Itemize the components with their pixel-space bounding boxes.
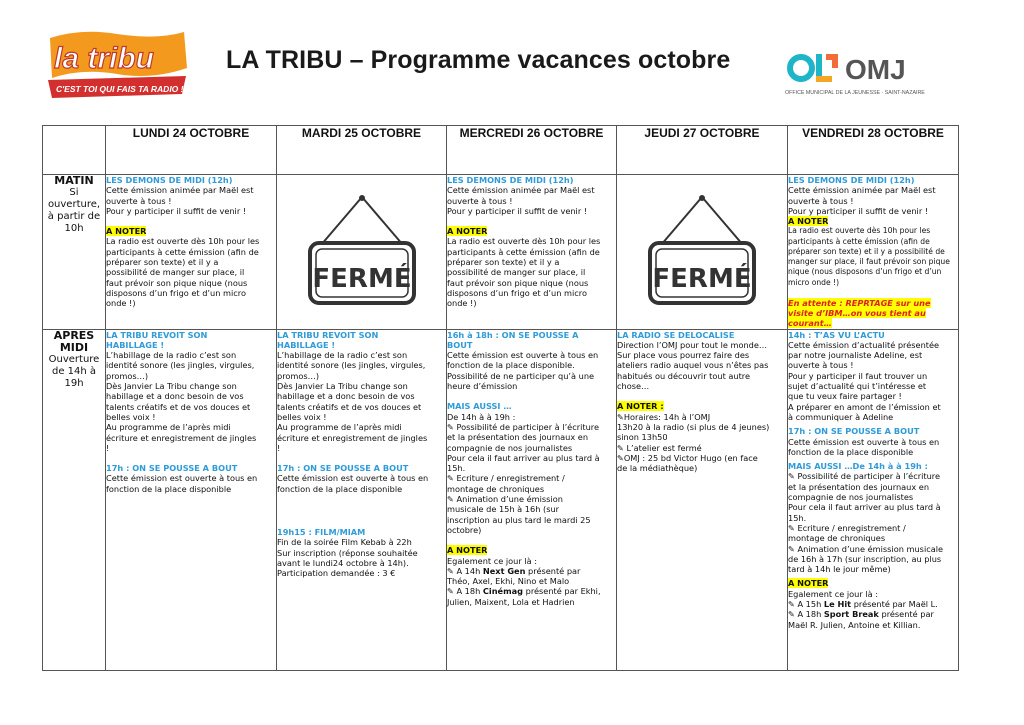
text-line: ! <box>106 442 110 453</box>
section-heading: LA TRIBU REVOIT SON <box>106 329 208 340</box>
text-line: que tu veux faire partager ! <box>788 391 902 402</box>
text-line: Sur place vous pourrez faire des <box>617 350 750 361</box>
note-label: A NOTER <box>788 216 829 227</box>
text-line: sinon 13h50 <box>617 432 668 443</box>
text-line: Fin de la soirée Film Kebab à 22h <box>277 537 412 548</box>
apres-mercredi-cell <box>447 329 617 670</box>
matin-row <box>43 175 959 330</box>
text-line: ✎OMJ : 25 bd Victor Hugo (en face <box>617 452 758 463</box>
apres-sub-line: de 14h à <box>51 365 97 377</box>
text-line: ouverte à tous ! <box>106 195 172 206</box>
matin-sub-line: Si <box>69 187 79 198</box>
apres-label-cell <box>43 329 106 670</box>
la-tribu-logo <box>42 28 192 100</box>
text-line: participants à cette émission (afin de <box>447 246 600 257</box>
page-title: LA TRIBU – Programme vacances octobre <box>226 46 731 74</box>
text-line: onde !) <box>106 298 136 309</box>
text-line: identité sonore (les jingles, virgules, <box>106 360 255 371</box>
text-line: préparer son texte) et il y a possibilité de <box>788 246 945 256</box>
text-line: préparer son texte) et il y a <box>106 257 219 268</box>
text-line: tard à 14h le jour même) <box>788 564 891 575</box>
text-line: possibilité de manger sur place, il <box>106 267 245 278</box>
omj-logo-subtitle: OFFICE MUNICIPAL DE LA JEUNESSE · SAINT-NAZAIRE <box>785 90 925 96</box>
text-line: ✎ Possibilité de participer à l’écriture <box>447 421 599 432</box>
attente-line: courant… <box>788 318 832 329</box>
text-line: Sur inscription (réponse souhaitée <box>277 547 418 558</box>
text-line: participants à cette émission (afin de <box>106 246 259 257</box>
note-label: A NOTER <box>788 578 829 589</box>
day-header-lundi: LUNDI 24 OCTOBRE <box>106 126 277 175</box>
matin-mercredi-heading: LES DEMONS DE MIDI (12h) <box>447 175 574 185</box>
apres-label: MIDI <box>59 340 89 354</box>
note-label: A NOTER <box>106 226 147 237</box>
text-line: onde !) <box>447 298 477 309</box>
matin-jeudi-cell <box>617 175 788 330</box>
text-line: talents créatifs et de vos douces et <box>277 401 422 412</box>
text-line: Cette émission animée par Maël est <box>788 185 936 196</box>
text-line: fonction de la place disponible. <box>447 360 575 371</box>
logo-tribu-slogan: C'EST TOI QUI FAIS TA RADIO ! <box>56 84 184 94</box>
matin-vendredi-heading: LES DEMONS DE MIDI (12h) <box>788 175 915 185</box>
text-line: habitués ou découvrir tout autre <box>617 370 751 381</box>
text-line: Julien, Maixent, Lola et Hadrien <box>447 596 575 607</box>
text-line: par notre journaliste Adeline, est <box>788 350 923 361</box>
text-line: ✎ Ecriture / enregistrement / <box>447 473 565 484</box>
text-line: Maël R. Julien, Antoine et Killian. <box>788 619 921 630</box>
text-line: chose… <box>617 381 650 392</box>
text-line: 15h. <box>788 512 807 523</box>
text-line: Pour y participer il faut trouver un <box>788 370 928 381</box>
text-line: ✎ A 15h Le Hit présenté par Maël L. <box>788 599 938 610</box>
text-line: faut prévoir son pique nique (nous <box>447 277 589 288</box>
text-line: Pour cela il faut arriver au plus tard à <box>788 502 941 513</box>
text-line: Pour y participer il suffit de venir ! <box>106 205 247 216</box>
text-line: L’habillage de la radio c’est son <box>106 350 237 361</box>
matin-sub-line: à partir de <box>47 211 101 222</box>
text-line: La radio est ouverte dès 10h pour les <box>106 236 260 247</box>
text-line: Dès Janvier La Tribu change son <box>277 381 408 392</box>
text-line: préparer son texte) et il y a <box>447 257 560 268</box>
text-line: musicale de 15h à 16h (sur <box>447 504 560 515</box>
text-line: Cette émission animée par Maël est <box>106 185 254 196</box>
section-heading: 17h : ON SE POUSSE A BOUT <box>277 463 409 474</box>
text-line: habillage et a donc besoin de vos <box>106 391 244 402</box>
day-header-mercredi: MERCREDI 26 OCTOBRE <box>447 126 617 175</box>
text-line: compagnie de nos journalistes <box>788 492 914 503</box>
text-line: fonction de la place disponible <box>277 483 403 494</box>
note-label: A NOTER <box>447 545 488 556</box>
text-line: Cette émission est ouverte à tous en <box>106 473 258 484</box>
text-line: Cette émission est ouverte à tous en <box>788 436 940 447</box>
text-line: fonction de la place disponible <box>106 483 232 494</box>
matin-lundi-heading: LES DEMONS DE MIDI (12h) <box>106 175 233 185</box>
matin-vendredi-cell <box>788 175 959 330</box>
text-line: et la présentation des journaux en <box>788 481 930 492</box>
text-line: disposons d’un frigo et d’un micro <box>447 287 587 298</box>
text-line: écriture et enregistrement de jingles <box>277 432 428 443</box>
text-line: participants à cette émission (afin de <box>788 236 930 246</box>
text-line: 15h. <box>447 463 466 474</box>
matin-mardi-cell <box>277 175 447 330</box>
text-line: ✎Horaires: 14h à l’OMJ <box>617 411 711 422</box>
text-line: Dès Janvier La Tribu change son <box>106 381 237 392</box>
apres-label: APRES <box>53 328 95 342</box>
text-line: Pour y participer il suffit de venir ! <box>788 205 929 216</box>
text-line: avant le lundi24 octobre à 14h). <box>277 557 409 568</box>
section-heading: HABILLAGE ! <box>106 339 165 350</box>
text-line: ouverte à tous ! <box>447 195 513 206</box>
text-line: Cette émission est ouverte à tous en <box>277 473 429 484</box>
text-line: promos…) <box>106 370 149 381</box>
text-line: A préparer en amont de l’émission et <box>788 401 941 412</box>
apres-lundi-cell <box>106 329 277 670</box>
text-line: ateliers radio auquel vous n’êtes pas <box>617 360 769 371</box>
text-line: Participation demandée : 3 € <box>277 568 396 579</box>
text-line: à communiquer à Adeline <box>788 411 894 422</box>
omj-logo <box>783 48 953 98</box>
day-header-jeudi: JEUDI 27 OCTOBRE <box>617 126 788 175</box>
section-heading: 19h15 : FILM/MIAM <box>277 527 366 538</box>
ferme-sign-icon <box>647 193 757 308</box>
text-line: 13h20 à la radio (si plus de 4 jeunes) <box>617 421 770 432</box>
section-heading: 17h : ON SE POUSSE A BOUT <box>106 463 238 474</box>
text-line: Possibilité de ne participer qu’à une <box>447 370 595 381</box>
text-line: ✎ L’atelier est fermé <box>617 442 702 453</box>
text-line: inscription au plus tard le mardi 25 <box>447 514 591 525</box>
text-line: belles voix ! <box>277 411 327 422</box>
text-line: Au programme de l’après midi <box>106 422 231 433</box>
apres-jeudi-cell <box>617 329 788 670</box>
text-line: ✎ A 14h Next Gen présenté par <box>447 565 581 576</box>
matin-lundi-cell <box>106 175 277 330</box>
apres-mardi-cell <box>277 329 447 670</box>
text-line: ✎ Ecriture / enregistrement / <box>788 522 906 533</box>
section-heading: 16h à 18h : ON SE POUSSE A <box>447 329 579 340</box>
section-heading: MAIS AUSSI …De 14h à à 19h : <box>788 461 928 472</box>
ferme-sign-text: FERMÉ <box>311 264 412 294</box>
matin-label: MATIN <box>54 174 94 187</box>
text-line: micro onde !) <box>788 277 840 287</box>
apres-sub-line: Ouverture <box>48 353 100 365</box>
ferme-sign-text: FERMÉ <box>652 264 752 294</box>
text-line: Cette émission d’actualité présentée <box>788 339 940 350</box>
text-line: octobre) <box>447 524 482 535</box>
text-line: La radio est ouverte dès 10h pour les <box>447 236 601 247</box>
apres-sub-line: 19h <box>64 377 84 389</box>
ferme-sign-icon <box>307 193 417 308</box>
text-line: promos…) <box>277 370 320 381</box>
text-line: fonction de la place disponible <box>788 446 914 457</box>
text-line: ! <box>277 442 281 453</box>
text-line: belles voix ! <box>106 411 156 422</box>
text-line: talents créatifs et de vos douces et <box>106 401 251 412</box>
text-line: Au programme de l’après midi <box>277 422 402 433</box>
text-line: Cette émission animée par Maël est <box>447 185 595 196</box>
text-line: montage de chroniques <box>788 533 886 544</box>
text-line: et la présentation des journaux en <box>447 432 589 443</box>
text-line: montage de chroniques <box>447 483 545 494</box>
text-line: ouverte à tous ! <box>788 360 854 371</box>
text-line: de la médiathèque) <box>617 463 698 474</box>
section-heading: LA TRIBU REVOIT SON <box>277 329 379 340</box>
text-line: compagnie de nos journalistes <box>447 442 573 453</box>
text-line: de 16h à 17h (sur inscription, au plus <box>788 553 942 564</box>
text-line: Pour cela il faut arriver au plus tard à <box>447 452 600 463</box>
note-label: A NOTER <box>447 226 488 237</box>
header-row <box>43 126 959 175</box>
program-table <box>42 125 959 671</box>
matin-sub-line: 10h <box>64 223 84 234</box>
section-heading: 17h : ON SE POUSSE A BOUT <box>788 426 920 437</box>
matin-label-cell <box>43 175 106 330</box>
section-heading: LA RADIO SE DELOCALISE <box>617 329 735 340</box>
text-line: identité sonore (les jingles, virgules, <box>277 360 426 371</box>
note-label: A NOTER : <box>617 401 664 412</box>
text-line: ouverte à tous ! <box>788 195 854 206</box>
text-line: manger sur place, il faut prévoir son pique <box>788 257 950 267</box>
text-line: nique (nous disposons d’un frigo et d’un <box>788 267 942 277</box>
day-header-mardi: MARDI 25 OCTOBRE <box>277 126 447 175</box>
text-line: ✎ A 18h Sport Break présenté par <box>788 609 934 620</box>
text-line: habillage et a donc besoin de vos <box>277 391 415 402</box>
logo-tribu-text: la tribu <box>54 42 155 75</box>
text-line: ✎ Possibilité de participer à l’écriture <box>788 471 940 482</box>
text-line: Direction l’OMJ pour tout le monde… <box>617 339 768 350</box>
matin-mercredi-cell <box>447 175 617 330</box>
text-line: Pour y participer il suffit de venir ! <box>447 205 588 216</box>
apres-vendredi-cell <box>788 329 959 670</box>
section-heading: BOUT <box>447 339 473 350</box>
omj-logo-text: OMJ <box>845 54 906 85</box>
text-line: Cette émission est ouverte à tous en <box>447 350 599 361</box>
section-heading: MAIS AUSSI … <box>447 401 512 412</box>
text-line: heure d’émission <box>447 381 518 392</box>
text-line: disposons d’un frigo et d’un micro <box>106 287 246 298</box>
text-line: possibilité de manger sur place, il <box>447 267 586 278</box>
apres-midi-row <box>43 329 959 670</box>
text-line: écriture et enregistrement de jingles <box>106 432 257 443</box>
attente-line: En attente : REPRTAGE sur une <box>788 297 931 308</box>
text-line: Egalement ce jour là : <box>447 555 537 566</box>
text-line: sujet d’actualité qui t’intéresse et <box>788 381 927 392</box>
text-line: De 14h à à 19h : <box>447 411 516 422</box>
text-line: La radio est ouverte dès 10h pour les <box>788 226 931 236</box>
text-line: ✎ Animation d’une émission <box>447 494 563 505</box>
text-line: L’habillage de la radio c’est son <box>277 350 408 361</box>
section-heading: 14h : T’AS VU L’ACTU <box>788 329 885 340</box>
corner-cell <box>43 126 106 175</box>
text-line: Théo, Axel, Ekhi, Nino et Malo <box>447 576 570 587</box>
day-header-vendredi: VENDREDI 28 OCTOBRE <box>788 126 959 175</box>
text-line: ✎ Animation d’une émission musicale <box>788 543 944 554</box>
matin-sub-line: ouverture, <box>47 199 101 210</box>
attente-line: visite d’IBM…on vous tient au <box>788 308 926 318</box>
text-line: faut prévoir son pique nique (nous <box>106 277 248 288</box>
section-heading: HABILLAGE ! <box>277 339 336 350</box>
text-line: Egalement ce jour là : <box>788 588 878 599</box>
text-line: ✎ A 18h Cinémag présenté par Ekhi, <box>447 586 601 597</box>
